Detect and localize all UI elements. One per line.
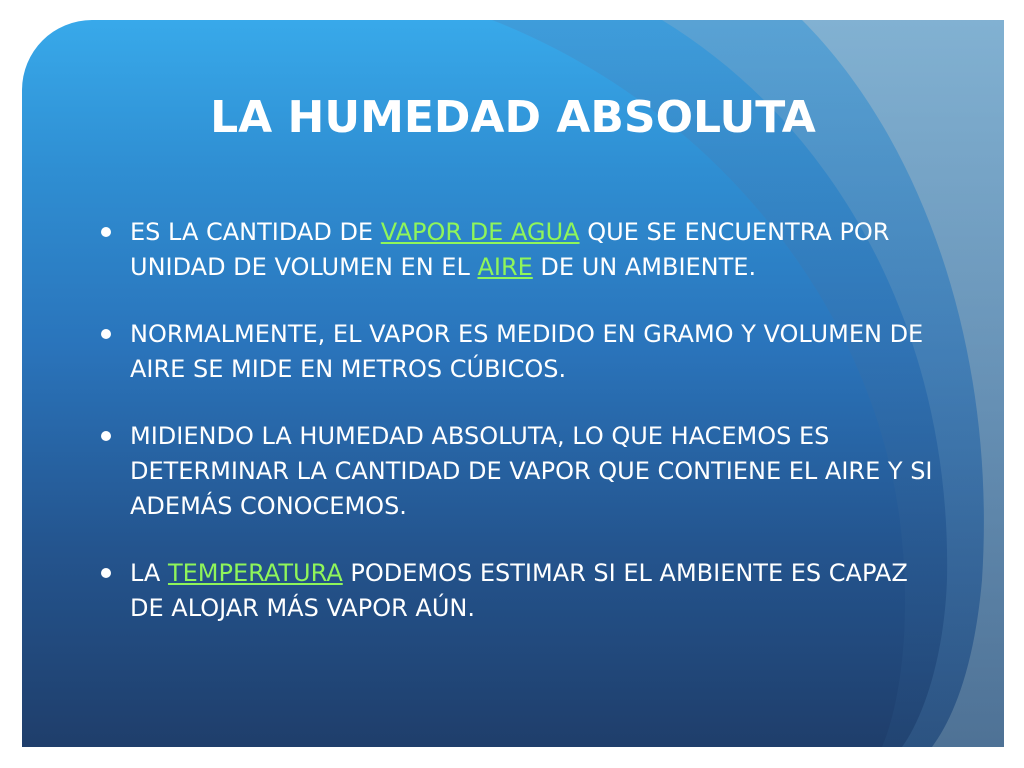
bullet-dot-icon bbox=[101, 329, 111, 339]
bullet-item bbox=[98, 419, 938, 524]
bullet-dot-icon bbox=[101, 568, 111, 578]
bullet-item bbox=[98, 215, 938, 285]
bullet-dot-icon bbox=[101, 431, 111, 441]
link-vapor-de-agua[interactable]: VAPOR DE AGUA bbox=[380, 218, 580, 246]
bullet-list bbox=[98, 215, 938, 658]
bullet-text: NORMALMENTE, EL VAPOR ES MEDIDO EN GRAMO Y VOLUMEN DE AIRE SE MIDE EN METROS CÚBICOS. bbox=[130, 320, 924, 383]
bullet-text: DE UN AMBIENTE. bbox=[532, 253, 757, 281]
link-temperatura[interactable]: TEMPERATURA bbox=[167, 559, 343, 587]
bullet-text: LA bbox=[130, 559, 168, 587]
slide-title: LA HUMEDAD ABSOLUTA bbox=[210, 92, 816, 143]
bullet-item bbox=[98, 317, 938, 387]
link-aire[interactable]: AIRE bbox=[477, 253, 533, 281]
slide bbox=[22, 20, 1004, 747]
bullet-text: MIDIENDO LA HUMEDAD ABSOLUTA, LO QUE HACEMOS ES DETERMINAR LA CANTIDAD DE VAPOR QUE CONTIENE EL AIRE Y SI ADEMÁS CONOCEMOS. bbox=[130, 422, 933, 520]
bullet-dot-icon bbox=[101, 227, 111, 237]
bullet-text: QUE SE ENCUENTRA POR UNIDAD DE VOLUMEN EN EL bbox=[130, 218, 890, 281]
bullet-text: PODEMOS ESTIMAR SI EL AMBIENTE ES CAPAZ DE ALOJAR MÁS VAPOR AÚN. bbox=[130, 559, 908, 622]
bullet-item bbox=[98, 556, 938, 626]
bullet-text: ES LA CANTIDAD DE bbox=[130, 218, 381, 246]
